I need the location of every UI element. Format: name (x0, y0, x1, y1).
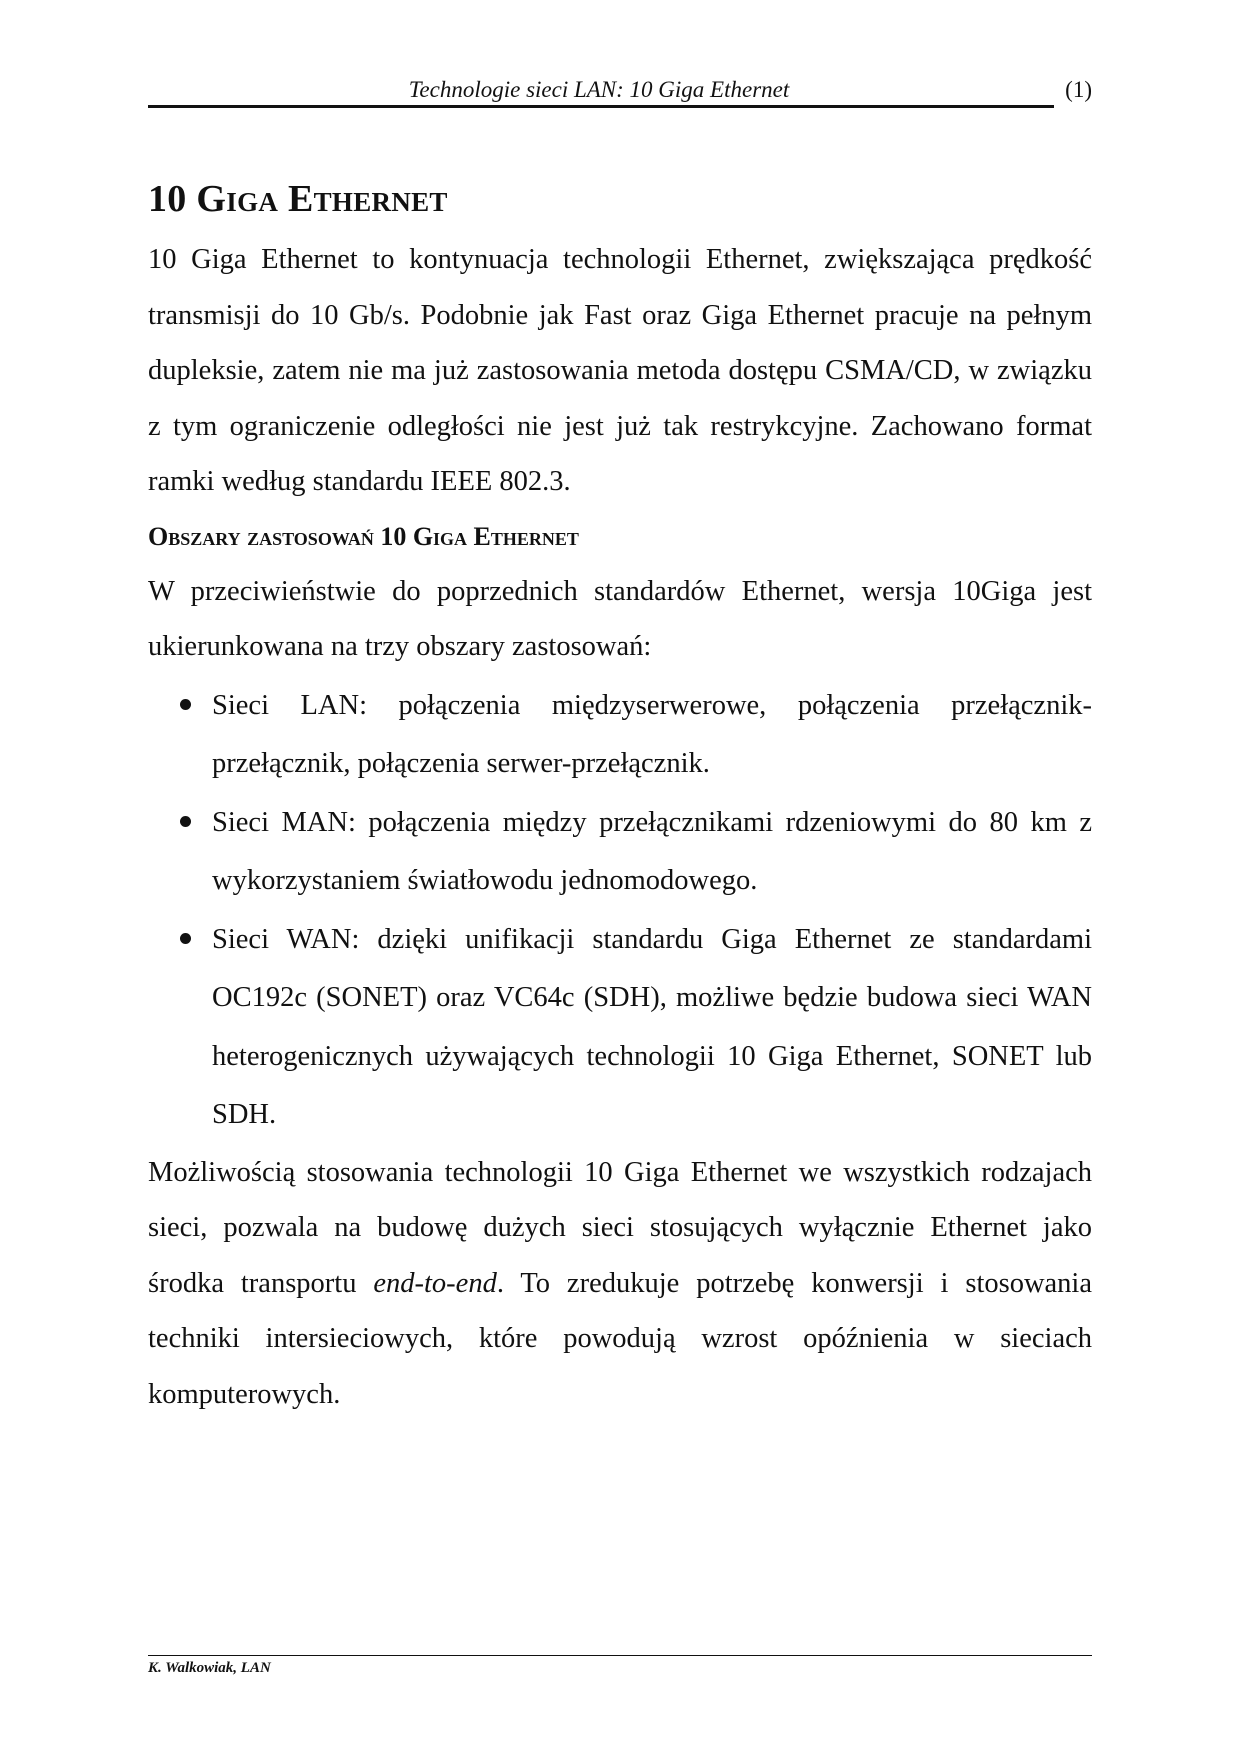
bullet-icon (180, 816, 191, 827)
bullet-icon (180, 699, 191, 710)
section-heading: 10 Giga Ethernet (148, 178, 448, 220)
closing-text-start: Możliwością stosowania technologii 10 Giga Ethernet we wszystkich rodzajach sieci, pozwala na budowę dużych sieci stosujących wyłącznie Ethernet jako środka transportu (148, 1156, 1092, 1299)
emphasized-term: end-to-end (373, 1267, 497, 1299)
applications-list (148, 677, 1092, 1145)
list-item-text: Sieci LAN: połączenia międzyserwerowe, połączenia przełącznik-przełącznik, połączenia serwer-przełącznik. (212, 689, 1092, 779)
applications-intro-paragraph: W przeciwieństwie do poprzednich standardów Ethernet, wersja 10Giga jest ukierunkowana na trzy obszary zastosowań: (148, 575, 1092, 662)
footer-rule (148, 1655, 1092, 1656)
intro-paragraph: 10 Giga Ethernet to kontynuacja technologii Ethernet, zwiększająca prędkość transmisji do 10 Gb/s. Podobnie jak Fast oraz Giga Ethernet pracuje na pełnym dupleksie, zatem nie ma już zastosowania metoda dostępu CSMA/CD, w związku z tym ograniczenie odległości nie jest już tak restrykcyjne. Zachowano format ramki według standardu IEEE 802.3. (148, 244, 1092, 497)
list-item (212, 794, 1092, 911)
list-item-text: Sieci WAN: dzięki unifikacji standardu Giga Ethernet ze standardami OC192c (SONET) oraz VC64c (SDH), możliwe będzie budowa sieci WAN heterogenicznych używających technologii 10 Giga Ethernet, SONET lub SDH. (212, 923, 1092, 1130)
bullet-icon (180, 933, 191, 944)
footer-author: K. Walkowiak, LAN (148, 1660, 271, 1676)
document-body (148, 166, 1092, 1422)
list-item (212, 911, 1092, 1145)
header-page-number: (1) (1065, 77, 1092, 102)
list-item (212, 677, 1092, 794)
closing-text-end: . To zredukuje potrzebę konwersji i stosowania techniki intersieciowych, które powodują wzrost opóźnienia w sieciach komputerowych. (148, 1267, 1093, 1410)
header-title: Technologie sieci LAN: 10 Giga Ethernet (408, 77, 790, 102)
list-item-text: Sieci MAN: połączenia między przełącznikami rdzeniowymi do 80 km z wykorzystaniem światłowodu jednomodowego. (212, 806, 1092, 896)
header-rule (148, 105, 1054, 108)
running-header (148, 74, 1092, 110)
subsection-heading: Obszary zastosowań 10 Giga Ethernet (148, 521, 579, 551)
closing-paragraph (148, 1145, 1092, 1423)
